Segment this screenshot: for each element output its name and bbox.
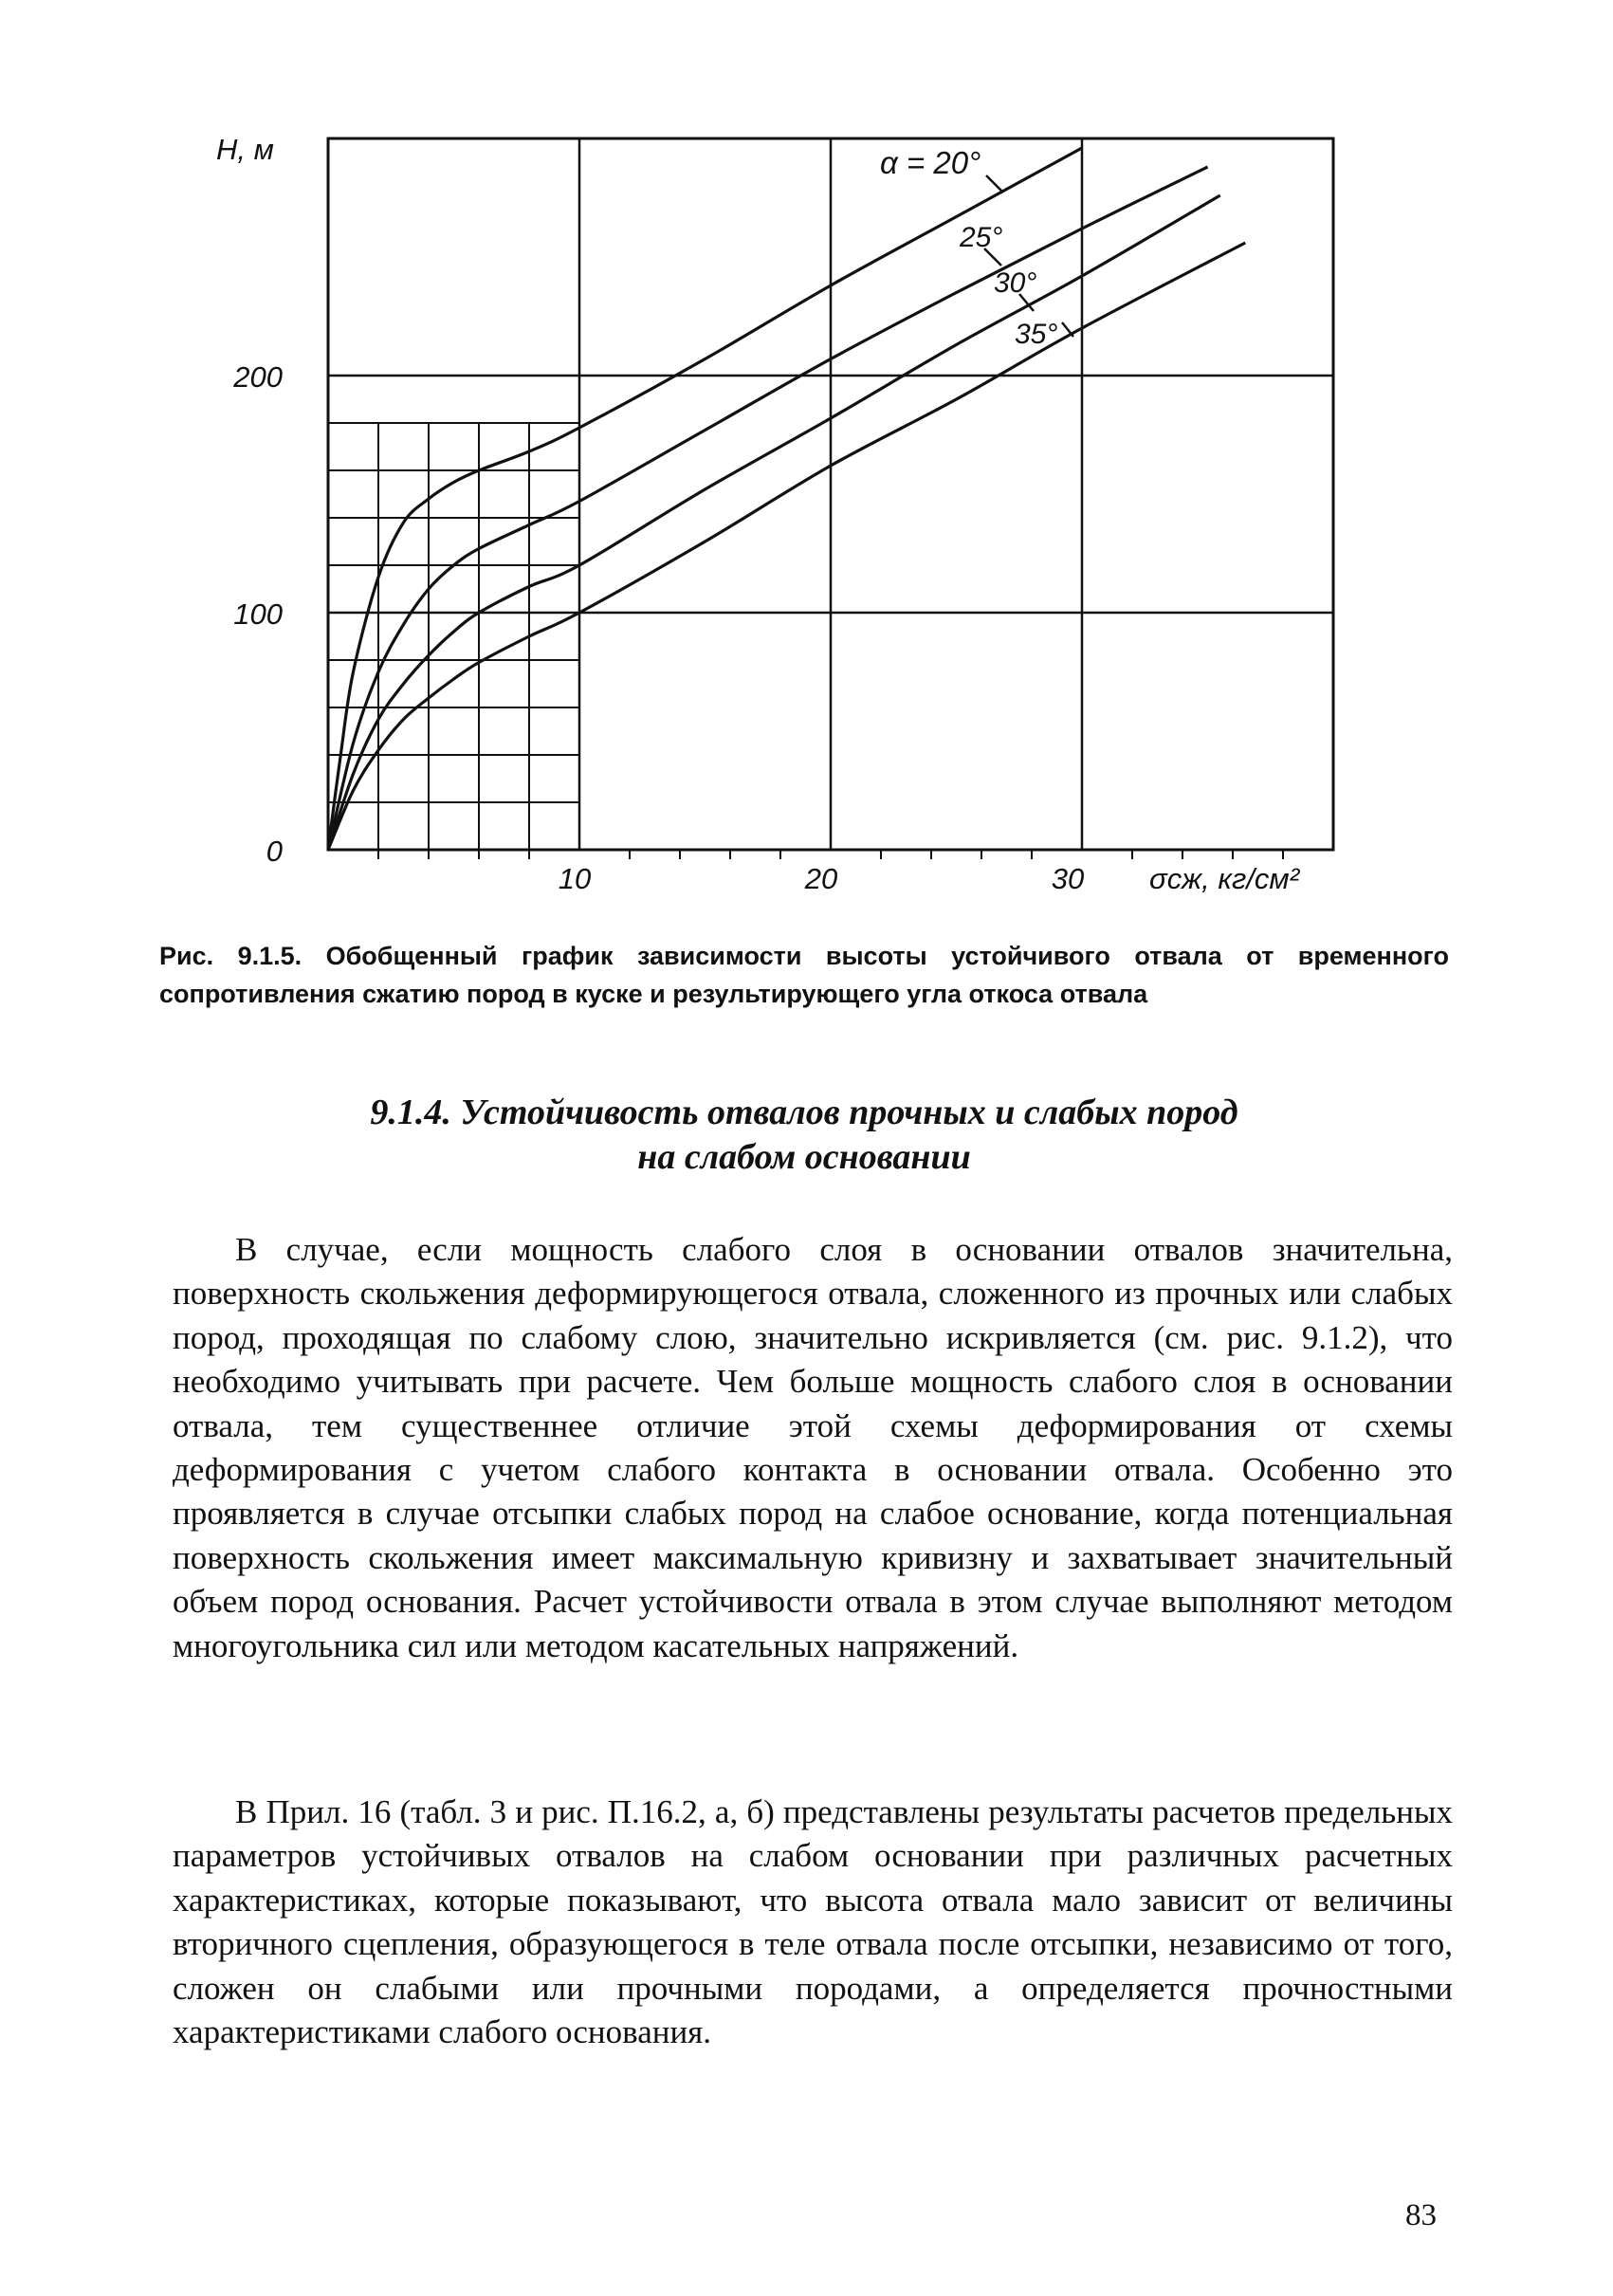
curve-label-25: 25°: [960, 222, 1003, 253]
y-axis-label: H, м: [216, 133, 274, 166]
curve-label-30: 30°: [994, 267, 1037, 299]
figure-chart: [0, 0, 1613, 948]
curve-label-20: α = 20°: [880, 145, 981, 180]
figure-caption: Рис. 9.1.5. Обобщенный график зависимости высоты устойчивого отвала от временного сопротивления сжатию пород в куске и результирующего угла откоса отвала: [159, 942, 1449, 1008]
curve-series-1: [328, 167, 1208, 850]
y-tick-label-0: 0: [266, 835, 283, 868]
curve-group: [328, 148, 1245, 850]
paragraph-1: В случае, если мощность слабого слоя в основании отвалов значительна, поверхность скольжения деформирующегося отвала, сложенного из прочных или слабых пород, проходящая по слабому слою, значительно искривляется (см. рис. 9.1.2), что необходимо учитывать при расчете. Чем больше мощность слабого слоя в основании отвала, тем существеннее отличие этой схемы деформирования от схемы деформирования с учетом слабого контакта в основании отвала. Особенно это проявляется в случае отсыпки слабых пород на слабое основание, когда потенциальная поверхность скольжения имеет максимальную кривизну и захватывает значительный объем пород основания. Расчет устойчивости отвала в этом случае выполняют методом многоугольника сил или методом касательных напряжений.: [173, 1231, 1453, 1664]
page-number: 83: [1405, 2198, 1437, 2232]
y-tick-label-100: 100: [233, 597, 283, 631]
curve-series-2: [328, 195, 1220, 850]
x-tick-label-30: 30: [1051, 862, 1085, 895]
curve-label-35: 35°: [1015, 319, 1058, 350]
paragraph-2: В Прил. 16 (табл. 3 и рис. П.16.2, а, б) представлены результаты расчетов предельных параметров устойчивых отвалов на слабом основании при различных расчетных характеристиках, которые показывают, что высота отвала мало зависит от величины вторичного сцепления, образующегося в теле отвала после отсыпки, независимо от того, сложен он слабыми или прочными породами, а определяется прочностными характеристиками слабого основания.: [173, 1793, 1453, 2051]
fine-grid: [328, 423, 579, 850]
curve-series-0: [328, 148, 1082, 850]
y-tick-label-200: 200: [233, 360, 283, 394]
section-title: [159, 1091, 1449, 1180]
x-tick-label-20: 20: [804, 862, 838, 895]
x-axis-label: σсж, кг/см²: [1149, 862, 1300, 895]
section-title-line-1: 9.1.4. Устойчивость отвалов прочных и слабых пород: [370, 1093, 1238, 1132]
section-title-line-2: на слабом основании: [637, 1137, 971, 1177]
curve-series-3: [328, 243, 1245, 850]
leader-line: [986, 175, 1003, 193]
x-tick-label-10: 10: [558, 862, 592, 895]
